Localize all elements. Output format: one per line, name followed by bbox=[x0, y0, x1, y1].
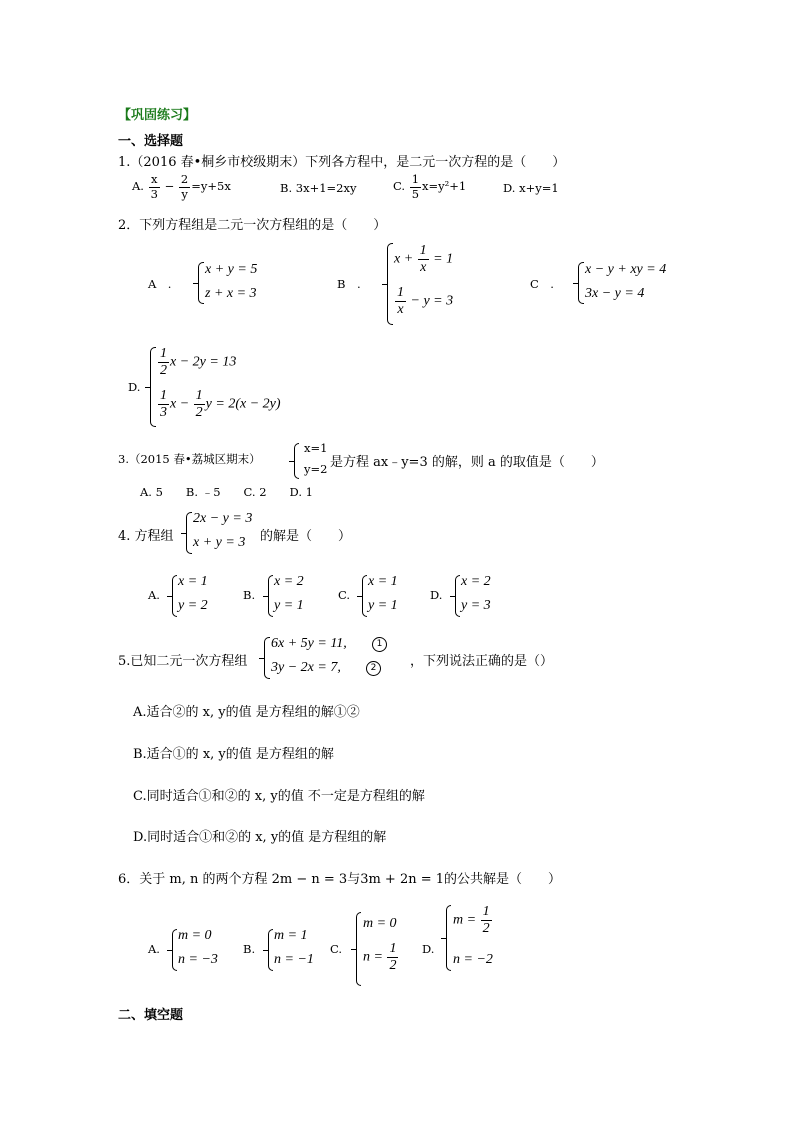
q3-brace bbox=[294, 443, 299, 479]
q6-b-brace bbox=[268, 929, 273, 971]
q4-a-eq2: y = 2 bbox=[178, 598, 208, 613]
q4-sys-eq1: 2x − y = 3 bbox=[193, 511, 253, 526]
q6-d-eq2: n = −2 bbox=[453, 952, 493, 967]
q4-sys-eq2: x + y = 3 bbox=[193, 535, 246, 550]
q2-a-brace bbox=[198, 262, 204, 304]
q6-c-eq2: n = $\frac{1}{2}$ bbox=[363, 941, 397, 973]
q4-d-brace bbox=[455, 575, 460, 617]
q4-a-brace bbox=[172, 575, 177, 617]
q6-c-brace bbox=[356, 912, 361, 986]
q4-d-eq1: x = 2 bbox=[461, 574, 491, 589]
q2-c-brace bbox=[578, 262, 584, 304]
q5-option-c: C.同时适合①和②的 x, y的值 不一定是方程组的解 bbox=[133, 789, 425, 804]
q6-stem: 6．关于 m, n 的两个方程 2m − n = 3与3m + 2n = 1的公共解是（ ） bbox=[118, 872, 562, 887]
q5-prefix: 5.已知二元一次方程组 bbox=[118, 654, 248, 669]
q2-option-b-label: B . bbox=[337, 277, 361, 291]
q1-option-d: D. x+y=1 bbox=[503, 181, 559, 195]
q4-c-eq1: x = 1 bbox=[368, 574, 398, 589]
q2-b-brace bbox=[387, 243, 393, 325]
q4-c-brace bbox=[362, 575, 367, 617]
q2-option-d-label: D. bbox=[128, 380, 141, 394]
q4-suffix: 的解是（ ） bbox=[260, 529, 352, 544]
section-title-choice: 一、选择题 bbox=[118, 134, 184, 149]
q2-a-eq2: z + x = 3 bbox=[205, 286, 257, 301]
q3-options: A. 5 B. ﹣5 C. 2 D. 1 bbox=[140, 485, 313, 499]
q1-option-a: A. $\frac{x}{3}$ − $\frac{2}{y}$ =y+5x bbox=[132, 172, 231, 201]
q5-marker-2: 2 bbox=[366, 661, 381, 676]
q5-sys-eq2: 3y − 2x = 7, bbox=[271, 660, 341, 675]
q4-c-eq2: y = 1 bbox=[368, 598, 398, 613]
q2-d-eq2: $\frac{1}{3}$ x − $\frac{1}{2}$ y = 2(x − 2y) bbox=[160, 388, 281, 420]
q6-b-eq2: n = −1 bbox=[274, 952, 314, 967]
q4-a-label: A. bbox=[148, 588, 160, 602]
q2-c-eq2: 3x − y = 4 bbox=[585, 286, 645, 301]
q5-option-d: D.同时适合①和②的 x, y的值 是方程组的解 bbox=[133, 830, 387, 845]
q4-b-eq2: y = 1 bbox=[274, 598, 304, 613]
q3-prefix: 3.（2015 春•荔城区期末） bbox=[118, 452, 261, 466]
q6-d-brace bbox=[446, 905, 451, 971]
q6-a-eq2: n = −3 bbox=[178, 952, 218, 967]
q2-option-a-label: A . bbox=[148, 277, 172, 291]
q2-option-c-label: C . bbox=[530, 277, 554, 291]
q2-b-eq1: x + $\frac{1}{x}$ = 1 bbox=[394, 243, 454, 275]
q1-option-b: B. 3x+1=2xy bbox=[280, 181, 357, 195]
section-title-fill: 二、填空题 bbox=[118, 1008, 184, 1023]
q2-a-eq1: x + y = 5 bbox=[205, 262, 258, 277]
q4-b-label: B. bbox=[243, 588, 256, 602]
q6-a-label: A. bbox=[148, 942, 160, 956]
q6-a-brace bbox=[172, 929, 177, 971]
q6-d-eq1: m = $\frac{1}{2}$ bbox=[453, 904, 490, 936]
q5-sys-eq1: 6x + 5y = 11, bbox=[271, 636, 347, 651]
q6-b-eq1: m = 1 bbox=[274, 928, 308, 943]
q4-b-eq1: x = 2 bbox=[274, 574, 304, 589]
q4-c-label: C. bbox=[338, 588, 351, 602]
q4-a-eq1: x = 1 bbox=[178, 574, 208, 589]
q2-d-brace bbox=[150, 347, 156, 427]
q6-a-eq1: m = 0 bbox=[178, 928, 212, 943]
q1-option-c: C. $\frac{1}{5}$ x=y²+1 bbox=[393, 172, 467, 201]
q5-marker-1: 1 bbox=[372, 637, 387, 652]
section-header: 【巩固练习】 bbox=[118, 108, 197, 123]
q5-suffix: ，下列说法正确的是（） bbox=[410, 654, 554, 669]
q2-d-eq1: $\frac{1}{2}$ x − 2y = 13 bbox=[160, 346, 237, 378]
q5-brace bbox=[264, 637, 270, 679]
q4-brace bbox=[186, 512, 192, 554]
q6-b-label: B. bbox=[243, 942, 256, 956]
q2-b-eq2: $\frac{1}{x}$ − y = 3 bbox=[397, 285, 454, 317]
q4-b-brace bbox=[268, 575, 273, 617]
q6-c-eq1: m = 0 bbox=[363, 916, 397, 931]
q5-option-b: B.适合①的 x, y的值 是方程组的解 bbox=[133, 747, 334, 762]
q3-sys-eq2: y=2 bbox=[304, 462, 328, 476]
q5-option-a: A.适合②的 x, y的值 是方程组的解①② bbox=[133, 705, 360, 720]
q3-suffix: 是方程 ax﹣y=3 的解，则 a 的取值是（ ） bbox=[330, 455, 604, 470]
q4-d-eq2: y = 3 bbox=[461, 598, 491, 613]
q6-d-label: D. bbox=[422, 942, 435, 956]
q2-c-eq1: x − y + xy = 4 bbox=[585, 262, 667, 277]
q6-c-label: C. bbox=[330, 942, 343, 956]
q4-d-label: D. bbox=[430, 588, 443, 602]
q3-sys-eq1: x=1 bbox=[304, 441, 328, 455]
q4-prefix: 4. 方程组 bbox=[118, 529, 174, 544]
q2-stem: 2．下列方程组是二元一次方程组的是（ ） bbox=[118, 218, 387, 233]
q1-stem: 1.（2016 春•桐乡市校级期末）下列各方程中，是二元一次方程的是（ ） bbox=[118, 155, 566, 170]
